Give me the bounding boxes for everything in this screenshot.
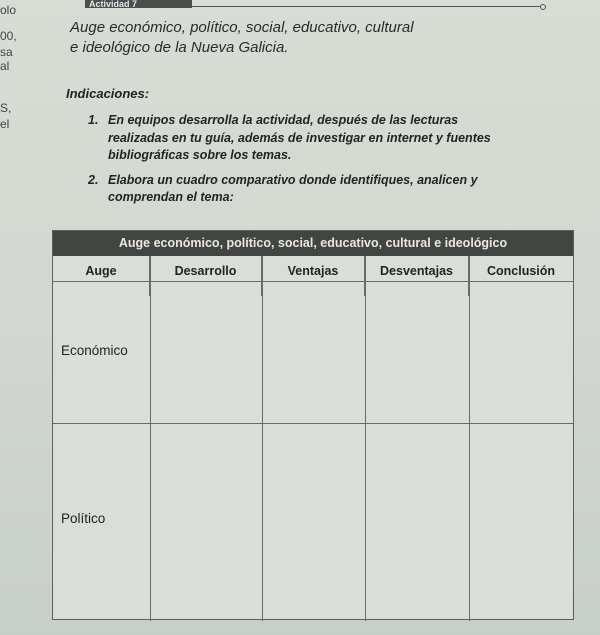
margin-fragment: el	[0, 117, 10, 131]
column-header-auge: Auge	[53, 256, 150, 296]
instruction-line: bibliográficas sobre los temas.	[108, 148, 292, 162]
indicaciones-heading: Indicaciones:	[66, 86, 150, 101]
column-header-ventajas: Ventajas	[262, 256, 365, 296]
title-line: e ideológico de la Nueva Galicia.	[70, 39, 289, 56]
column-divider	[262, 256, 263, 621]
margin-fragment: 00,	[0, 29, 17, 43]
instruction-line: Elabora un cuadro comparativo donde identifiques, analicen y	[108, 173, 478, 187]
column-header-desarrollo: Desarrollo	[150, 256, 262, 296]
comparison-table	[52, 230, 574, 620]
instruction-line: realizadas en tu guía, además de investigar en internet y fuentes	[108, 131, 491, 145]
instruction-line: comprendan el tema:	[108, 190, 234, 204]
row-divider	[53, 423, 573, 424]
margin-fragment: sa	[0, 45, 13, 59]
margin-fragment: S,	[0, 101, 12, 115]
title-line: Auge económico, político, social, educativo, cultural	[70, 19, 414, 36]
instruction-number: 1.	[88, 113, 99, 127]
left-margin-fragments	[0, 0, 32, 180]
instruction-item	[66, 172, 576, 208]
instruction-line: En equipos desarrolla la actividad, después de las lecturas	[108, 113, 459, 127]
column-header-conclusion: Conclusión	[486, 264, 556, 278]
column-divider	[150, 256, 151, 621]
table-title: Auge económico, político, social, educativo, cultural e ideológico	[53, 231, 573, 256]
column-header-desventajas: Desventajas	[365, 256, 469, 296]
margin-fragment: al	[0, 59, 10, 73]
activity-label: Actividad 7	[85, 0, 192, 8]
column-divider	[365, 256, 366, 621]
instruction-number: 2.	[88, 173, 99, 187]
margin-fragment: olo	[0, 3, 17, 17]
instruction-item	[66, 112, 576, 164]
row-label-politico: Político	[61, 511, 106, 526]
row-label-economico: Económico	[61, 343, 128, 358]
header-rule	[190, 6, 540, 7]
activity-title	[70, 18, 530, 58]
column-divider	[469, 256, 470, 621]
header-divider	[53, 281, 573, 282]
